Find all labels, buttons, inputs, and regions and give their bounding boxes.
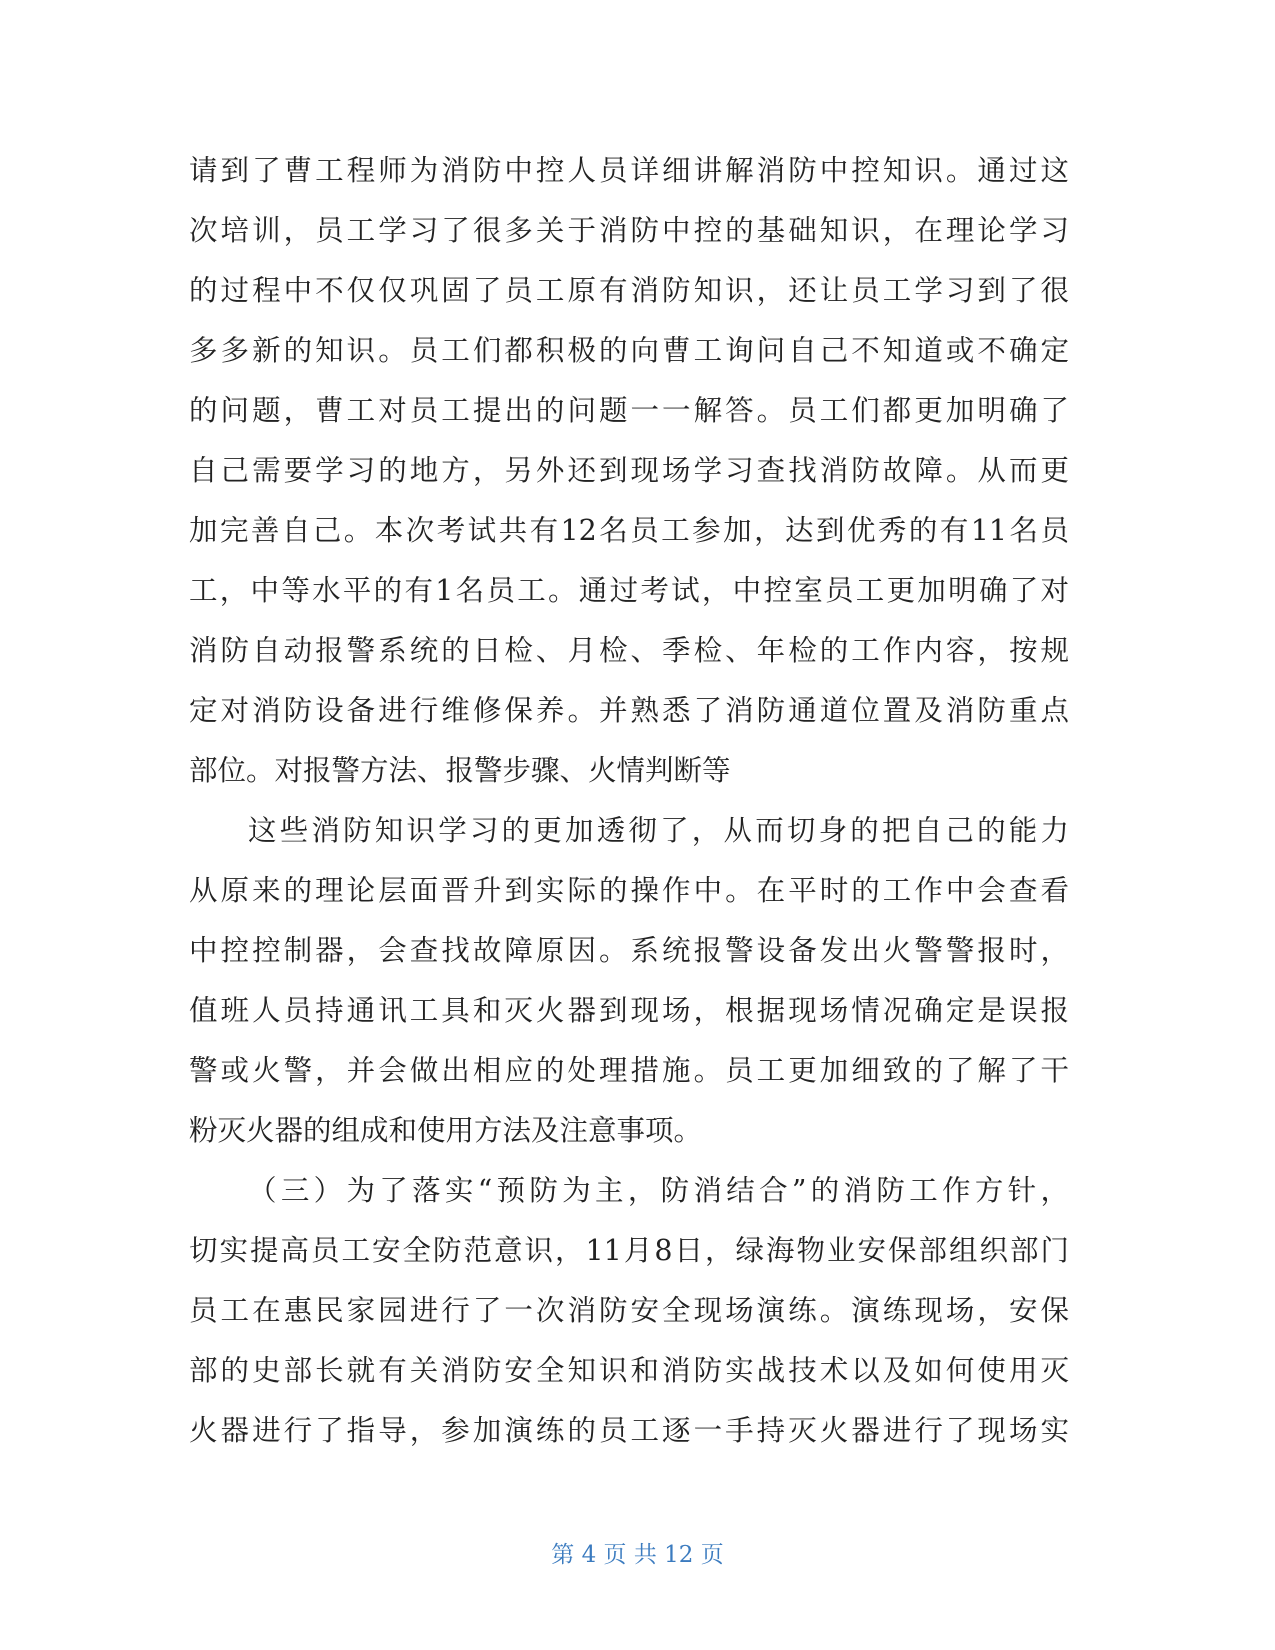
paragraph-first-line: 这些消防知识学习的更加透彻了，从而切身的把自己的能力 <box>248 814 1069 847</box>
text-line: 消防自动报警系统的日检、月检、季检、年检的工作内容，按规 <box>189 634 1069 667</box>
text-line: 加完善自己。本次考试共有12名员工参加，达到优秀的有11名员 <box>189 514 1069 547</box>
text-line: 值班人员持通讯工具和灭火器到现场，根据现场情况确定是误报 <box>189 994 1069 1027</box>
text-line: 部位。对报警方法、报警步骤、火情判断等 <box>189 754 731 787</box>
text-line: 定对消防设备进行维修保养。并熟悉了消防通道位置及消防重点 <box>189 694 1069 727</box>
page-number-footer: 第 4 页 共 12 页 <box>551 1542 724 1568</box>
text-line: 自己需要学习的地方，另外还到现场学习查找消防故障。从而更 <box>189 454 1069 487</box>
paragraph-first-line: （三）为了落实“预防为主，防消结合”的消防工作方针， <box>248 1174 1069 1207</box>
text-line: 多多新的知识。员工们都积极的向曹工询问自己不知道或不确定 <box>189 334 1069 367</box>
text-line: 切实提高员工安全防范意识，11月8日，绿海物业安保部组织部门 <box>189 1234 1069 1267</box>
text-line: 请到了曹工程师为消防中控人员详细讲解消防中控知识。通过这 <box>189 154 1069 187</box>
text-line: 火器进行了指导，参加演练的员工逐一手持灭火器进行了现场实 <box>189 1414 1069 1447</box>
text-line: 部的史部长就有关消防安全知识和消防实战技术以及如何使用灭 <box>189 1354 1069 1387</box>
text-line: 中控控制器，会查找故障原因。系统报警设备发出火警警报时， <box>189 934 1069 967</box>
text-line: 从原来的理论层面晋升到实际的操作中。在平时的工作中会查看 <box>189 874 1069 907</box>
text-line: 的过程中不仅仅巩固了员工原有消防知识，还让员工学习到了很 <box>189 274 1069 307</box>
text-line: 粉灭火器的组成和使用方法及注意事项。 <box>189 1114 703 1147</box>
text-line: 的问题，曹工对员工提出的问题一一解答。员工们都更加明确了 <box>189 394 1069 427</box>
text-line: 警或火警，并会做出相应的处理措施。员工更加细致的了解了干 <box>189 1054 1069 1087</box>
body-text <box>189 141 1069 1461</box>
text-line: 次培训，员工学习了很多关于消防中控的基础知识，在理论学习 <box>189 214 1069 247</box>
text-line: 员工在惠民家园进行了一次消防安全现场演练。演练现场，安保 <box>189 1294 1069 1327</box>
text-line: 工，中等水平的有1名员工。通过考试，中控室员工更加明确了对 <box>189 574 1069 607</box>
